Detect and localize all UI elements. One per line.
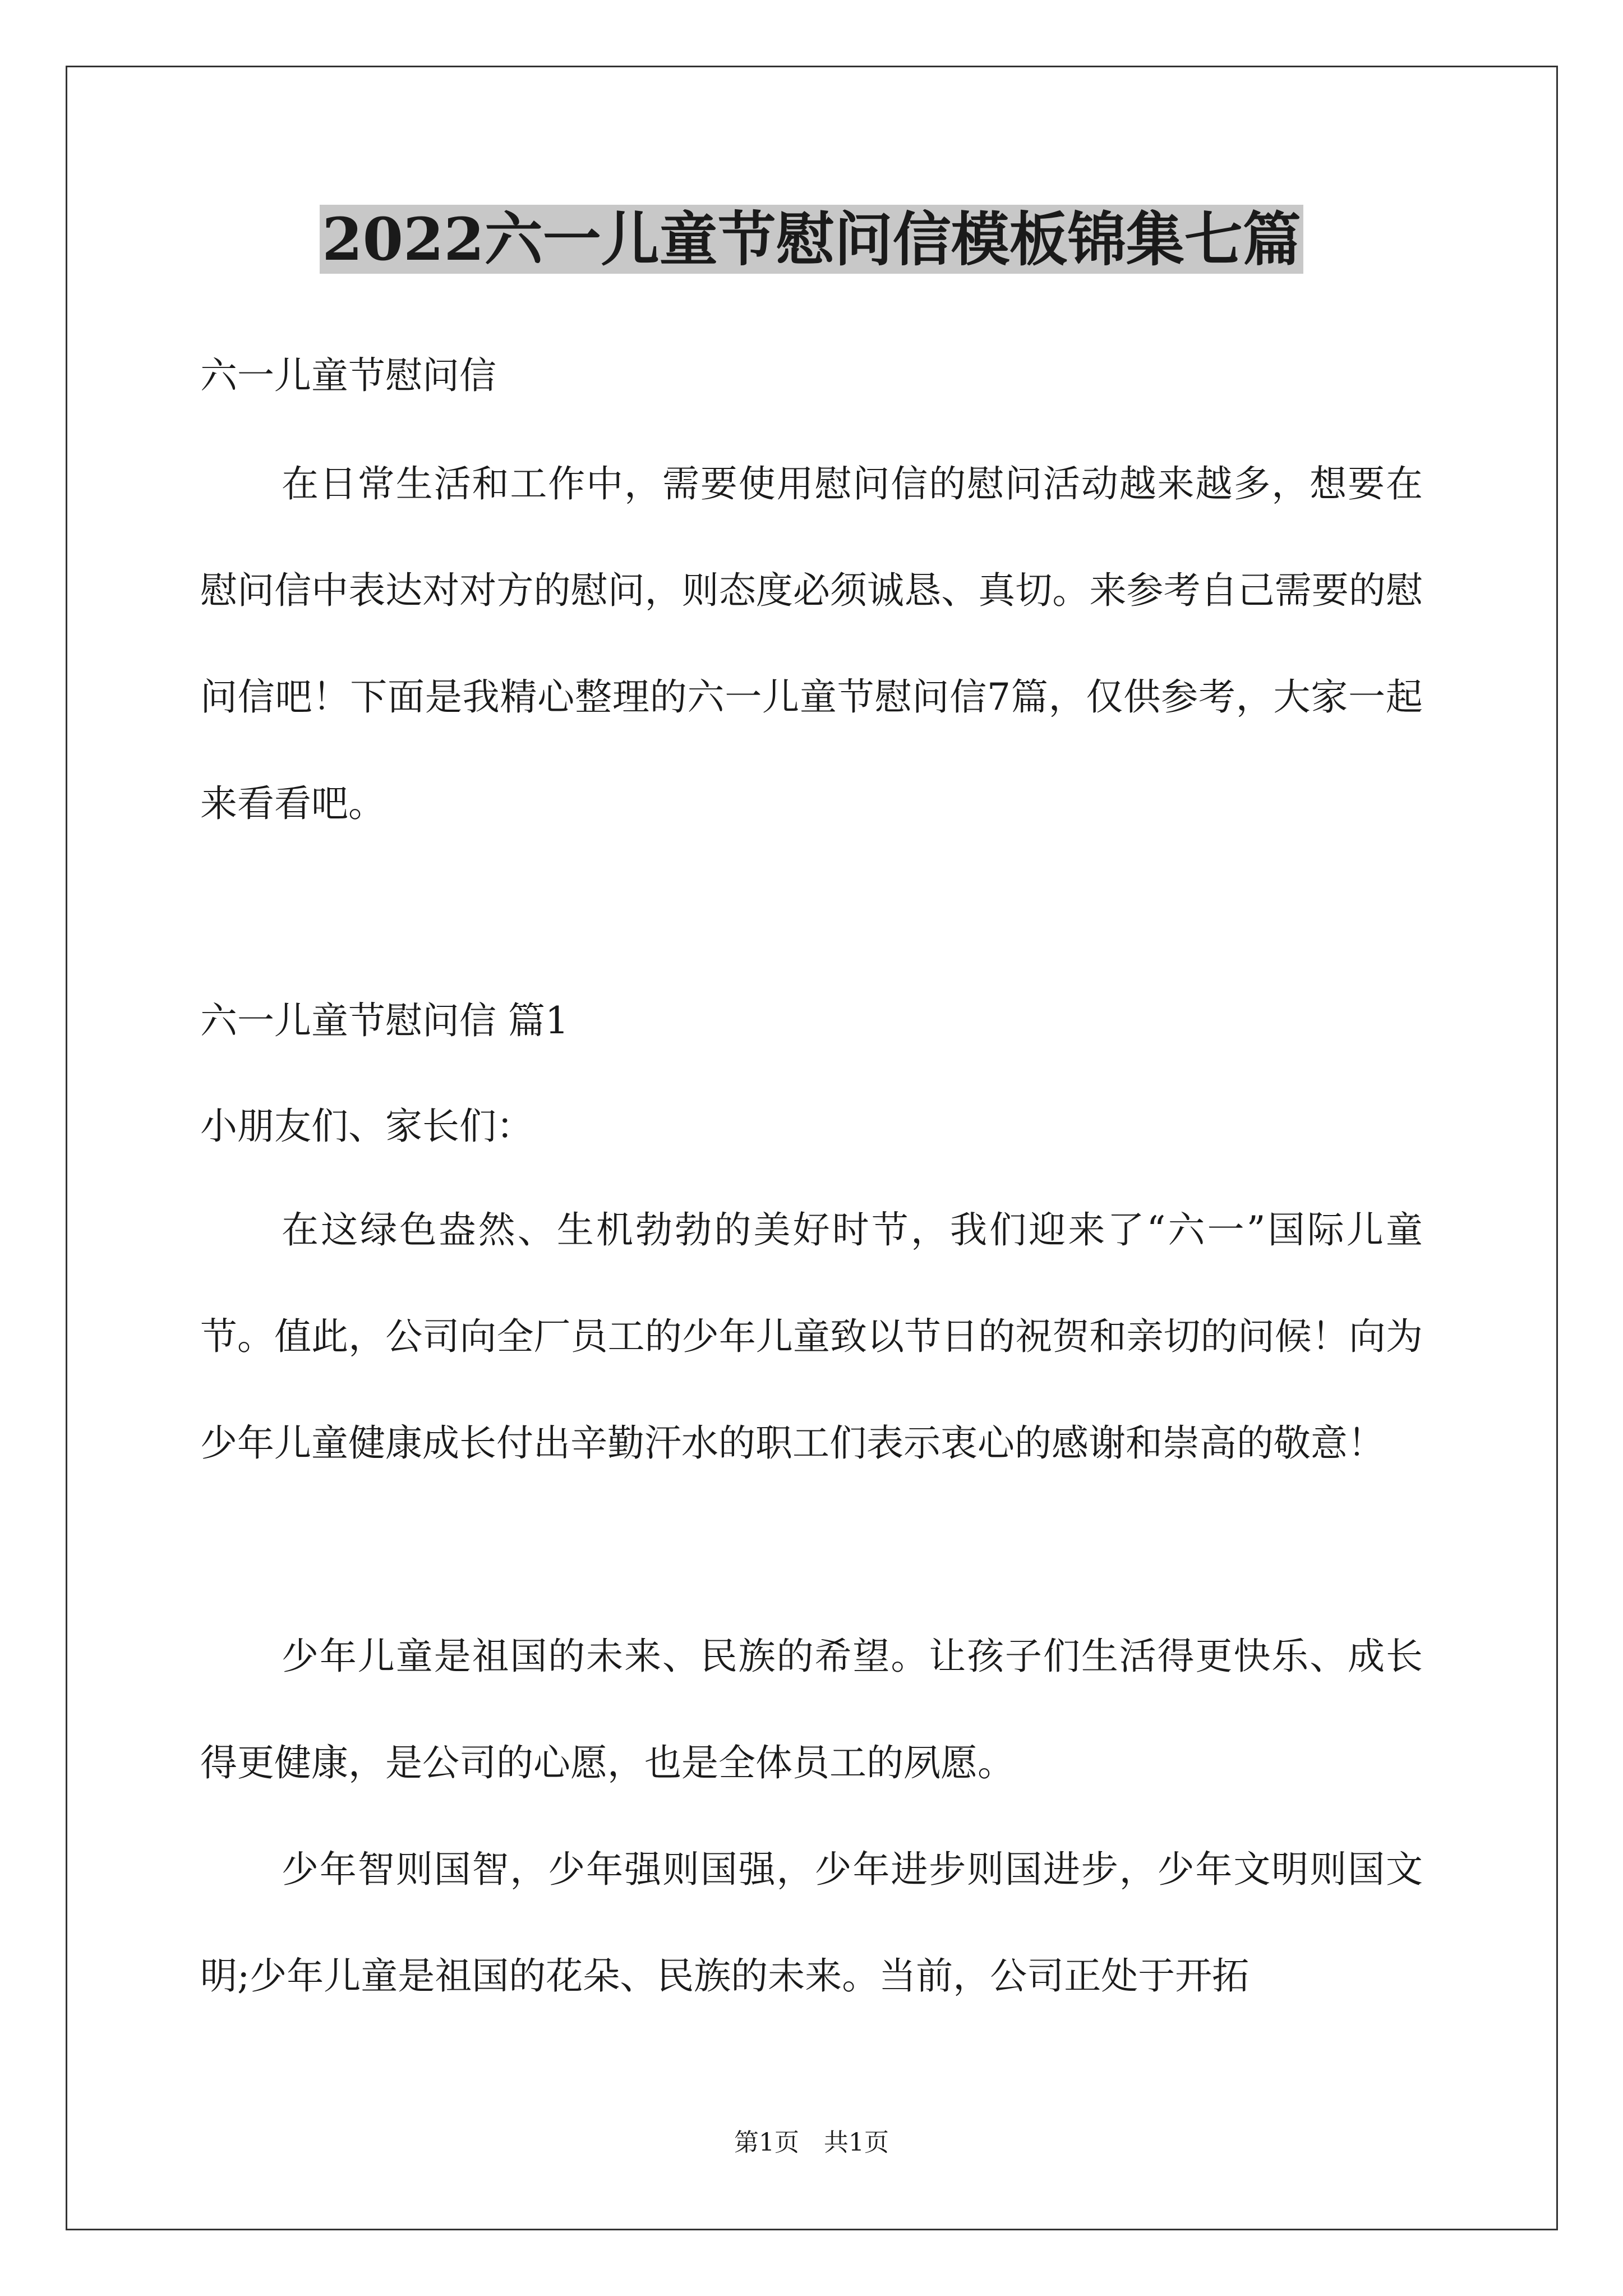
salutation: 小朋友们、家长们： [200,1105,533,1148]
page-footer: 第1页 共1页 [734,2128,889,2157]
paragraph-2: 少年儿童是祖国的未来、民族的希望。让孩子们生活得更快乐、成长得更健康，是公司的心愿，也是全体员工的夙愿。 [200,1635,1423,1784]
section-heading-1: 六一儿童节慰问信 篇1 [200,999,569,1042]
paragraph-1: 在这绿色盎然、生机勃勃的美好时节，我们迎来了“六一”国际儿童节。值此，公司向全厂员工的少年儿童致以节日的祝贺和亲切的问候！向为少年儿童健康成长付出辛勤汗水的职工们表示衷心的感谢和崇高的敬意！ [200,1208,1423,1465]
document-title-text: 2022六一儿童节慰问信模板锦集七篇 [320,205,1303,274]
paragraph-3: 少年智则国智，少年强则国强，少年进步则国进步，少年文明则国文明;少年儿童是祖国的花朵、民族的未来。当前，公司正处于开拓 [200,1848,1423,1998]
document-title [200,203,1423,276]
intro-paragraph: 在日常生活和工作中，需要使用慰问信的慰问活动越来越多，想要在慰问信中表达对对方的慰问，则态度必须诚恳、真切。来参考自己需要的慰问信吧！下面是我精心整理的六一儿童节慰问信7篇，仅供参考，大家一起来看看吧。 [200,462,1423,825]
intro-heading: 六一儿童节慰问信 [200,354,496,397]
